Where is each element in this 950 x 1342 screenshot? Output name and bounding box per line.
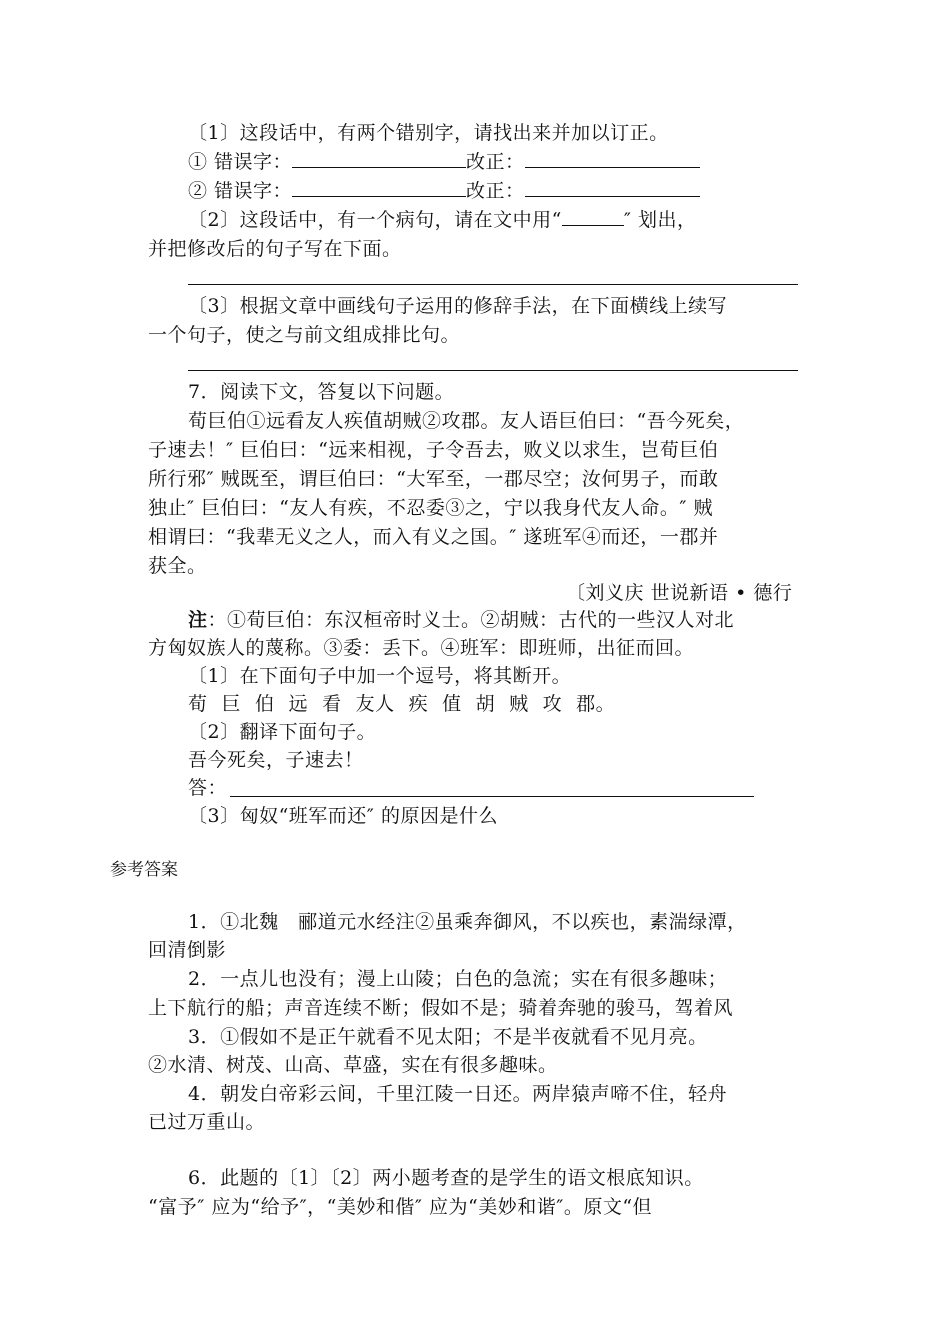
q7-title: 7．阅读下文，答复以下问题。 (188, 381, 455, 403)
answer-line: 回清倒影 (148, 939, 227, 961)
q7-punctuate-sentence[interactable] (188, 691, 629, 717)
q7-answer-row (188, 775, 227, 801)
q6-sub2-text-a: 〔2〕这段话中，有一个病句，请在文中用“ (188, 209, 562, 231)
sentence-char: 值 (442, 693, 462, 715)
q7-note (188, 607, 734, 633)
q6-error-row-2 (188, 178, 700, 204)
sentence-char: 巨 (221, 693, 242, 715)
answer-line: 1．①北魏 郦道元水经注②虽乘奔御风，不以疾也，素湍绿潭， (188, 911, 747, 933)
note-text-1: ：①荀巨伯：东汉桓帝时义士。②胡贼：古代的一些汉人对北 (207, 609, 735, 631)
q6-sub3: 〔3〕根据文章中画线句子运用的修辞手法，在下面横线上续写 (188, 295, 728, 317)
q6-error-row-1 (188, 149, 700, 175)
fix-label-1: 改正： (466, 151, 525, 173)
answers-heading: 参考答案 (110, 860, 178, 880)
fix-label-2: 改正： (466, 180, 525, 202)
answer-line: 已过万重山。 (148, 1111, 266, 1133)
error-char-blank-1[interactable] (292, 149, 466, 168)
sentence-char: 郡。 (576, 693, 616, 715)
answer-line: 3．①假如不是正午就看不见太阳；不是半夜就看不见月亮。 (188, 1026, 708, 1048)
q6-sub3-cont: 一个句子，使之与前文组成排比句。 (148, 324, 461, 346)
error-char-blank-2[interactable] (292, 178, 466, 197)
sentence-char: 荀 (188, 693, 208, 715)
note-label: 注 (188, 609, 208, 631)
passage-line: 子速去！″ 巨伯曰：“远来相视，子令吾去，败义以求生，岂荀巨伯 (148, 439, 719, 461)
sentence-char: 伯 (255, 693, 275, 715)
passage-line: 相谓曰：“我辈无义之人，而入有义之国。″ 遂班军④而还，一郡并 (148, 526, 719, 548)
q7-sub2: 〔2〕翻译下面句子。 (188, 721, 377, 743)
sentence-char: 攻 (542, 693, 563, 715)
q7-sub1: 〔1〕在下面句子中加一个逗号，将其断开。 (188, 665, 572, 687)
sentence-char: 贼 (509, 693, 529, 715)
answer-line: 4．朝发白帝彩云间，千里江陵一日还。两岸猿声啼不住，轻舟 (188, 1083, 728, 1105)
q7-translate-sentence: 吾今死矣，子速去！ (188, 749, 364, 771)
sentence-char: 友人 (355, 693, 395, 715)
fix-char-blank-1[interactable] (525, 149, 700, 168)
answer-line: ②水清、树茂、山高、草盛，实在有很多趣味。 (148, 1054, 558, 1076)
q7-sub3: 〔3〕匈奴“班军而还″ 的原因是什么 (188, 805, 498, 827)
passage-source: 〔刘义庆 世说新语 • 德行 (566, 582, 793, 604)
answer-label: 答： (188, 777, 228, 799)
underline-sample (562, 207, 624, 226)
error-label-2: ② 错误字： (188, 180, 293, 202)
q6-sub3-answer-line[interactable] (188, 370, 798, 371)
q6-sub2-cont: 并把修改后的句子写在下面。 (148, 238, 402, 260)
sentence-char: 疾 (408, 693, 429, 715)
answer-line: 上下航行的船；声音连续不断；假如不是；骑着奔驰的骏马，驾着风 (148, 997, 734, 1019)
passage-line: 荀巨伯①远看友人疾值胡贼②攻郡。友人语巨伯曰：“吾今死矣， (188, 410, 745, 432)
answer-line: “富予″ 应为“给予″，“美妙和偕″ 应为“美妙和谐″。原文“但 (148, 1196, 653, 1218)
answer-line: 6．此题的〔1〕〔2〕两小题考查的是学生的语文根底知识。 (188, 1167, 704, 1189)
fix-char-blank-2[interactable] (525, 178, 700, 197)
q6-sub1: 〔1〕这段话中，有两个错别字，请找出来并加以订正。 (188, 122, 669, 144)
answer-line: 2．一点儿也没有；漫上山陵；白色的急流；实在有很多趣味； (188, 968, 728, 990)
passage-line: 获全。 (148, 555, 207, 577)
sentence-char: 远 (288, 693, 309, 715)
q6-sub2-answer-line[interactable] (188, 284, 798, 285)
passage-line: 独止″ 巨伯曰：“友人有疾，不忍委③之，宁以我身代友人命。″ 贼 (148, 497, 713, 519)
passage-line: 所行邪″ 贼既至，谓巨伯曰：“大军至，一郡尽空；汝何男子，而敢 (148, 468, 719, 490)
q6-sub2-text-b: ″ 划出， (623, 209, 697, 231)
q7-answer-line[interactable] (230, 796, 754, 797)
q7-note-cont: 方匈奴族人的蔑称。③委：丢下。④班军：即班师，出征而回。 (148, 637, 695, 659)
q6-sub2 (188, 207, 696, 233)
sentence-char: 看 (322, 693, 342, 715)
sentence-char: 胡 (475, 693, 496, 715)
error-label-1: ① 错误字： (188, 151, 293, 173)
